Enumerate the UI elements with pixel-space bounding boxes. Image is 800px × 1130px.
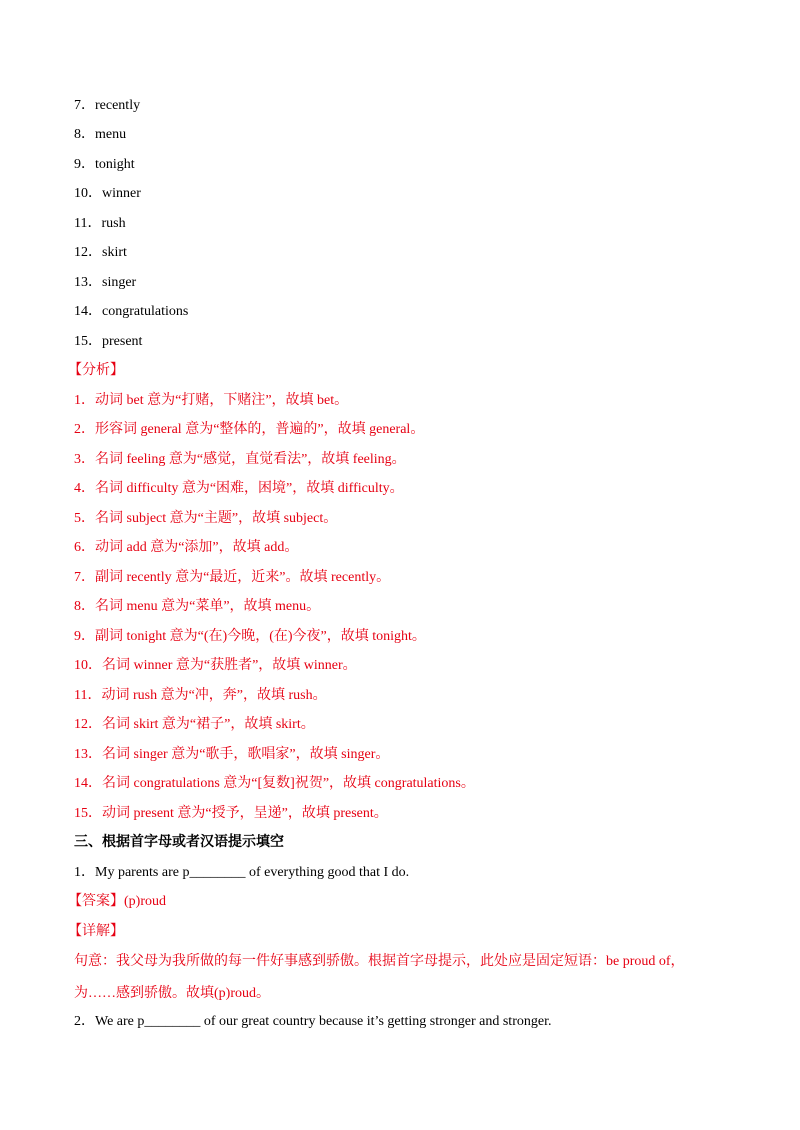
question-2: 2．We are p________ of our great country because it’s getting stronger and stronger. [74, 1014, 552, 1029]
analysis-item-1: 1．动词 bet 意为“打赌，下赌注”，故填 bet。 [74, 393, 349, 408]
answer-item-10: 10．winner [74, 186, 141, 201]
answer-item-13: 13．singer [74, 275, 137, 290]
answer-item-11: 11．rush [74, 216, 126, 231]
analysis-item-11: 11．动词 rush 意为“冲，奔”，故填 rush。 [74, 688, 327, 703]
question-1-detail-line-2: 为……感到骄傲。故填(p)roud。 [74, 986, 270, 1001]
analysis-item-2: 2．形容词 general 意为“整体的，普遍的”，故填 general。 [74, 422, 425, 437]
answer-item-15: 15．present [74, 334, 143, 349]
answer-item-12: 12．skirt [74, 245, 127, 260]
analysis-item-9: 9．副词 tonight 意为“(在)今晚，(在)今夜”，故填 tonight。 [74, 629, 426, 644]
answer-item-7: 7．recently [74, 98, 141, 113]
analysis-item-13: 13．名词 singer 意为“歌手，歌唱家”，故填 singer。 [74, 747, 390, 762]
analysis-item-8: 8．名词 menu 意为“菜单”，故填 menu。 [74, 599, 321, 614]
question-1-detail-heading: 【详解】 [68, 924, 124, 939]
analysis-item-10: 10．名词 winner 意为“获胜者”，故填 winner。 [74, 658, 357, 673]
question-1-answer: 【答案】(p)roud [68, 894, 166, 909]
answer-item-8: 8．menu [74, 127, 127, 142]
section-3-title: 三、根据首字母或者汉语提示填空 [74, 835, 284, 850]
analysis-item-7: 7．副词 recently 意为“最近，近来”。故填 recently。 [74, 570, 391, 585]
analysis-item-15: 15．动词 present 意为“授予，呈递”，故填 present。 [74, 806, 388, 821]
question-1: 1．My parents are p________ of everything good that I do. [74, 865, 410, 880]
analysis-item-14: 14．名词 congratulations 意为“[复数]祝贺”，故填 congratulations。 [74, 776, 475, 791]
analysis-item-5: 5．名词 subject 意为“主题”，故填 subject。 [74, 511, 338, 526]
analysis-item-4: 4．名词 difficulty 意为“困难，困境”，故填 difficulty。 [74, 481, 404, 496]
analysis-item-12: 12．名词 skirt 意为“裙子”，故填 skirt。 [74, 717, 315, 732]
analysis-item-3: 3．名词 feeling 意为“感觉，直觉看法”，故填 feeling。 [74, 452, 406, 467]
analysis-heading: 【分析】 [68, 363, 124, 378]
question-1-detail-line-1: 句意：我父母为我所做的每一件好事感到骄傲。根据首字母提示，此处应是固定短语：be proud of， [74, 954, 685, 969]
answer-item-9: 9．tonight [74, 157, 135, 172]
analysis-item-6: 6．动词 add 意为“添加”，故填 add。 [74, 540, 299, 555]
answer-item-14: 14．congratulations [74, 304, 189, 319]
